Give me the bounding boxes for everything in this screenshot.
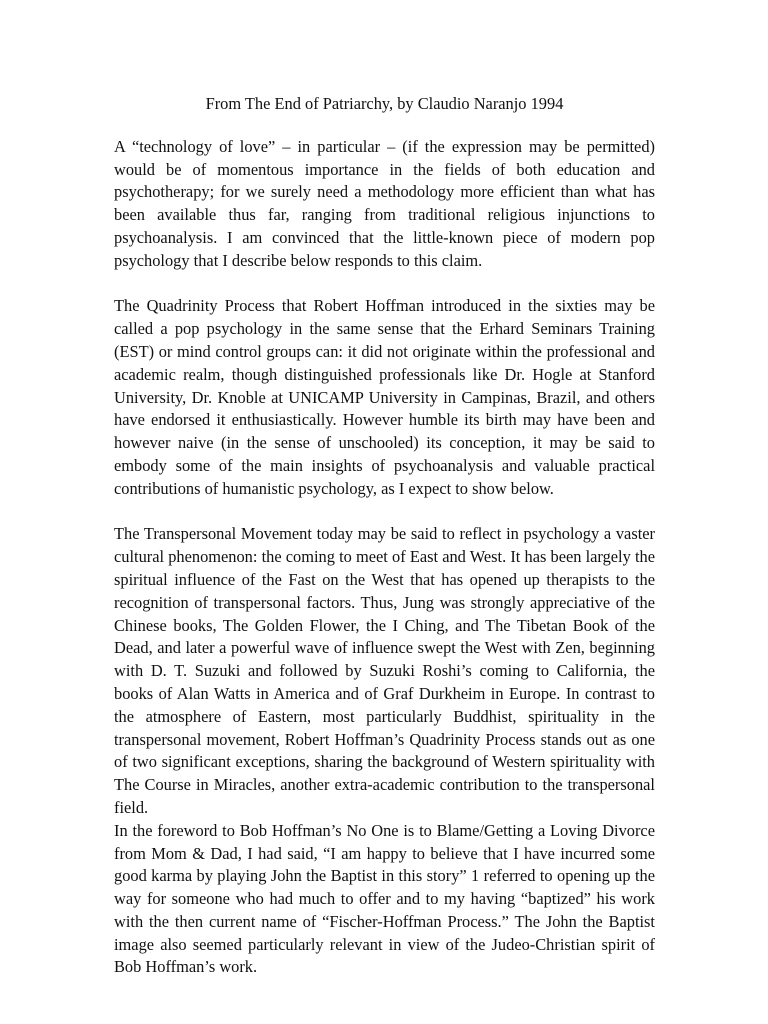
document-title: From The End of Patriarchy, by Claudio Naranjo 1994 [205, 94, 564, 113]
paragraph-foreword: In the foreword to Bob Hoffman’s No One is to Blame/Getting a Loving Divorce from Mom & Dad, I had said, “I am happy to believe that I have incurred some good karma by playing John the Baptist in this story” 1 referred to opening up the way for someone who had much to offer and to my having “baptized” his work with the then current name of “Fischer-Hoffman Process.” The John the Baptist image also seemed particularly relevant in view of the Judeo-Christian spirit of Bob Hoffman’s work. [114, 820, 655, 977]
document-page [114, 93, 655, 979]
paragraph-quadrinity-process: The Quadrinity Process that Robert Hoffman introduced in the sixties may be called a pop psychology in the same sense that the Erhard Seminars Training (EST) or mind control groups can: it did not originate within the professional and academic realm, though distinguished professionals like Dr. Hogle at Stanford University, Dr. Knoble at UNICAMP University in Campinas, Brazil, and others have endorsed it enthusiastically. However humble its birth may have been and however naive (in the sense of unschooled) its conception, it may be said to embody some of the main insights of psychoanalysis and valuable practical contributions of humanistic psychology, as I expect to show below. [114, 296, 655, 498]
paragraph-transpersonal-movement: The Transpersonal Movement today may be said to reflect in psychology a vaster cultural phenomenon: the coming to meet of East and West. It has been largely the spiritual influence of the Fast on the West that has opened up therapists to the recognition of transpersonal factors. Thus, Jung was strongly appreciative of the Chinese books, The Golden Flower, the I Ching, and The Tibetan Book of the Dead, and later a powerful wave of influence swept the West with Zen, beginning with D. T. Suzuki and followed by Suzuki Roshi’s coming to California, the books of Alan Watts in America and of Graf Durkheim in Europe. In contrast to the atmosphere of Eastern, most particularly Buddhist, spirituality in the transpersonal movement, Robert Hoffman’s Quadrinity Process stands out as one of two significant exceptions, sharing the background of Western spirituality with The Course in Miracles, another extra-academic contribution to the transpersonal field. [114, 524, 655, 817]
paragraph-technology-of-love: A “technology of love” – in particular – (if the expression may be permitted) would be of momentous importance in the fields of both education and psychotherapy; for we surely need a methodology more efficient than what has been available thus far, ranging from traditional religious injunctions to psychoanalysis. I am convinced that the little-known piece of modern pop psychology that I describe below responds to this claim. [114, 136, 655, 270]
